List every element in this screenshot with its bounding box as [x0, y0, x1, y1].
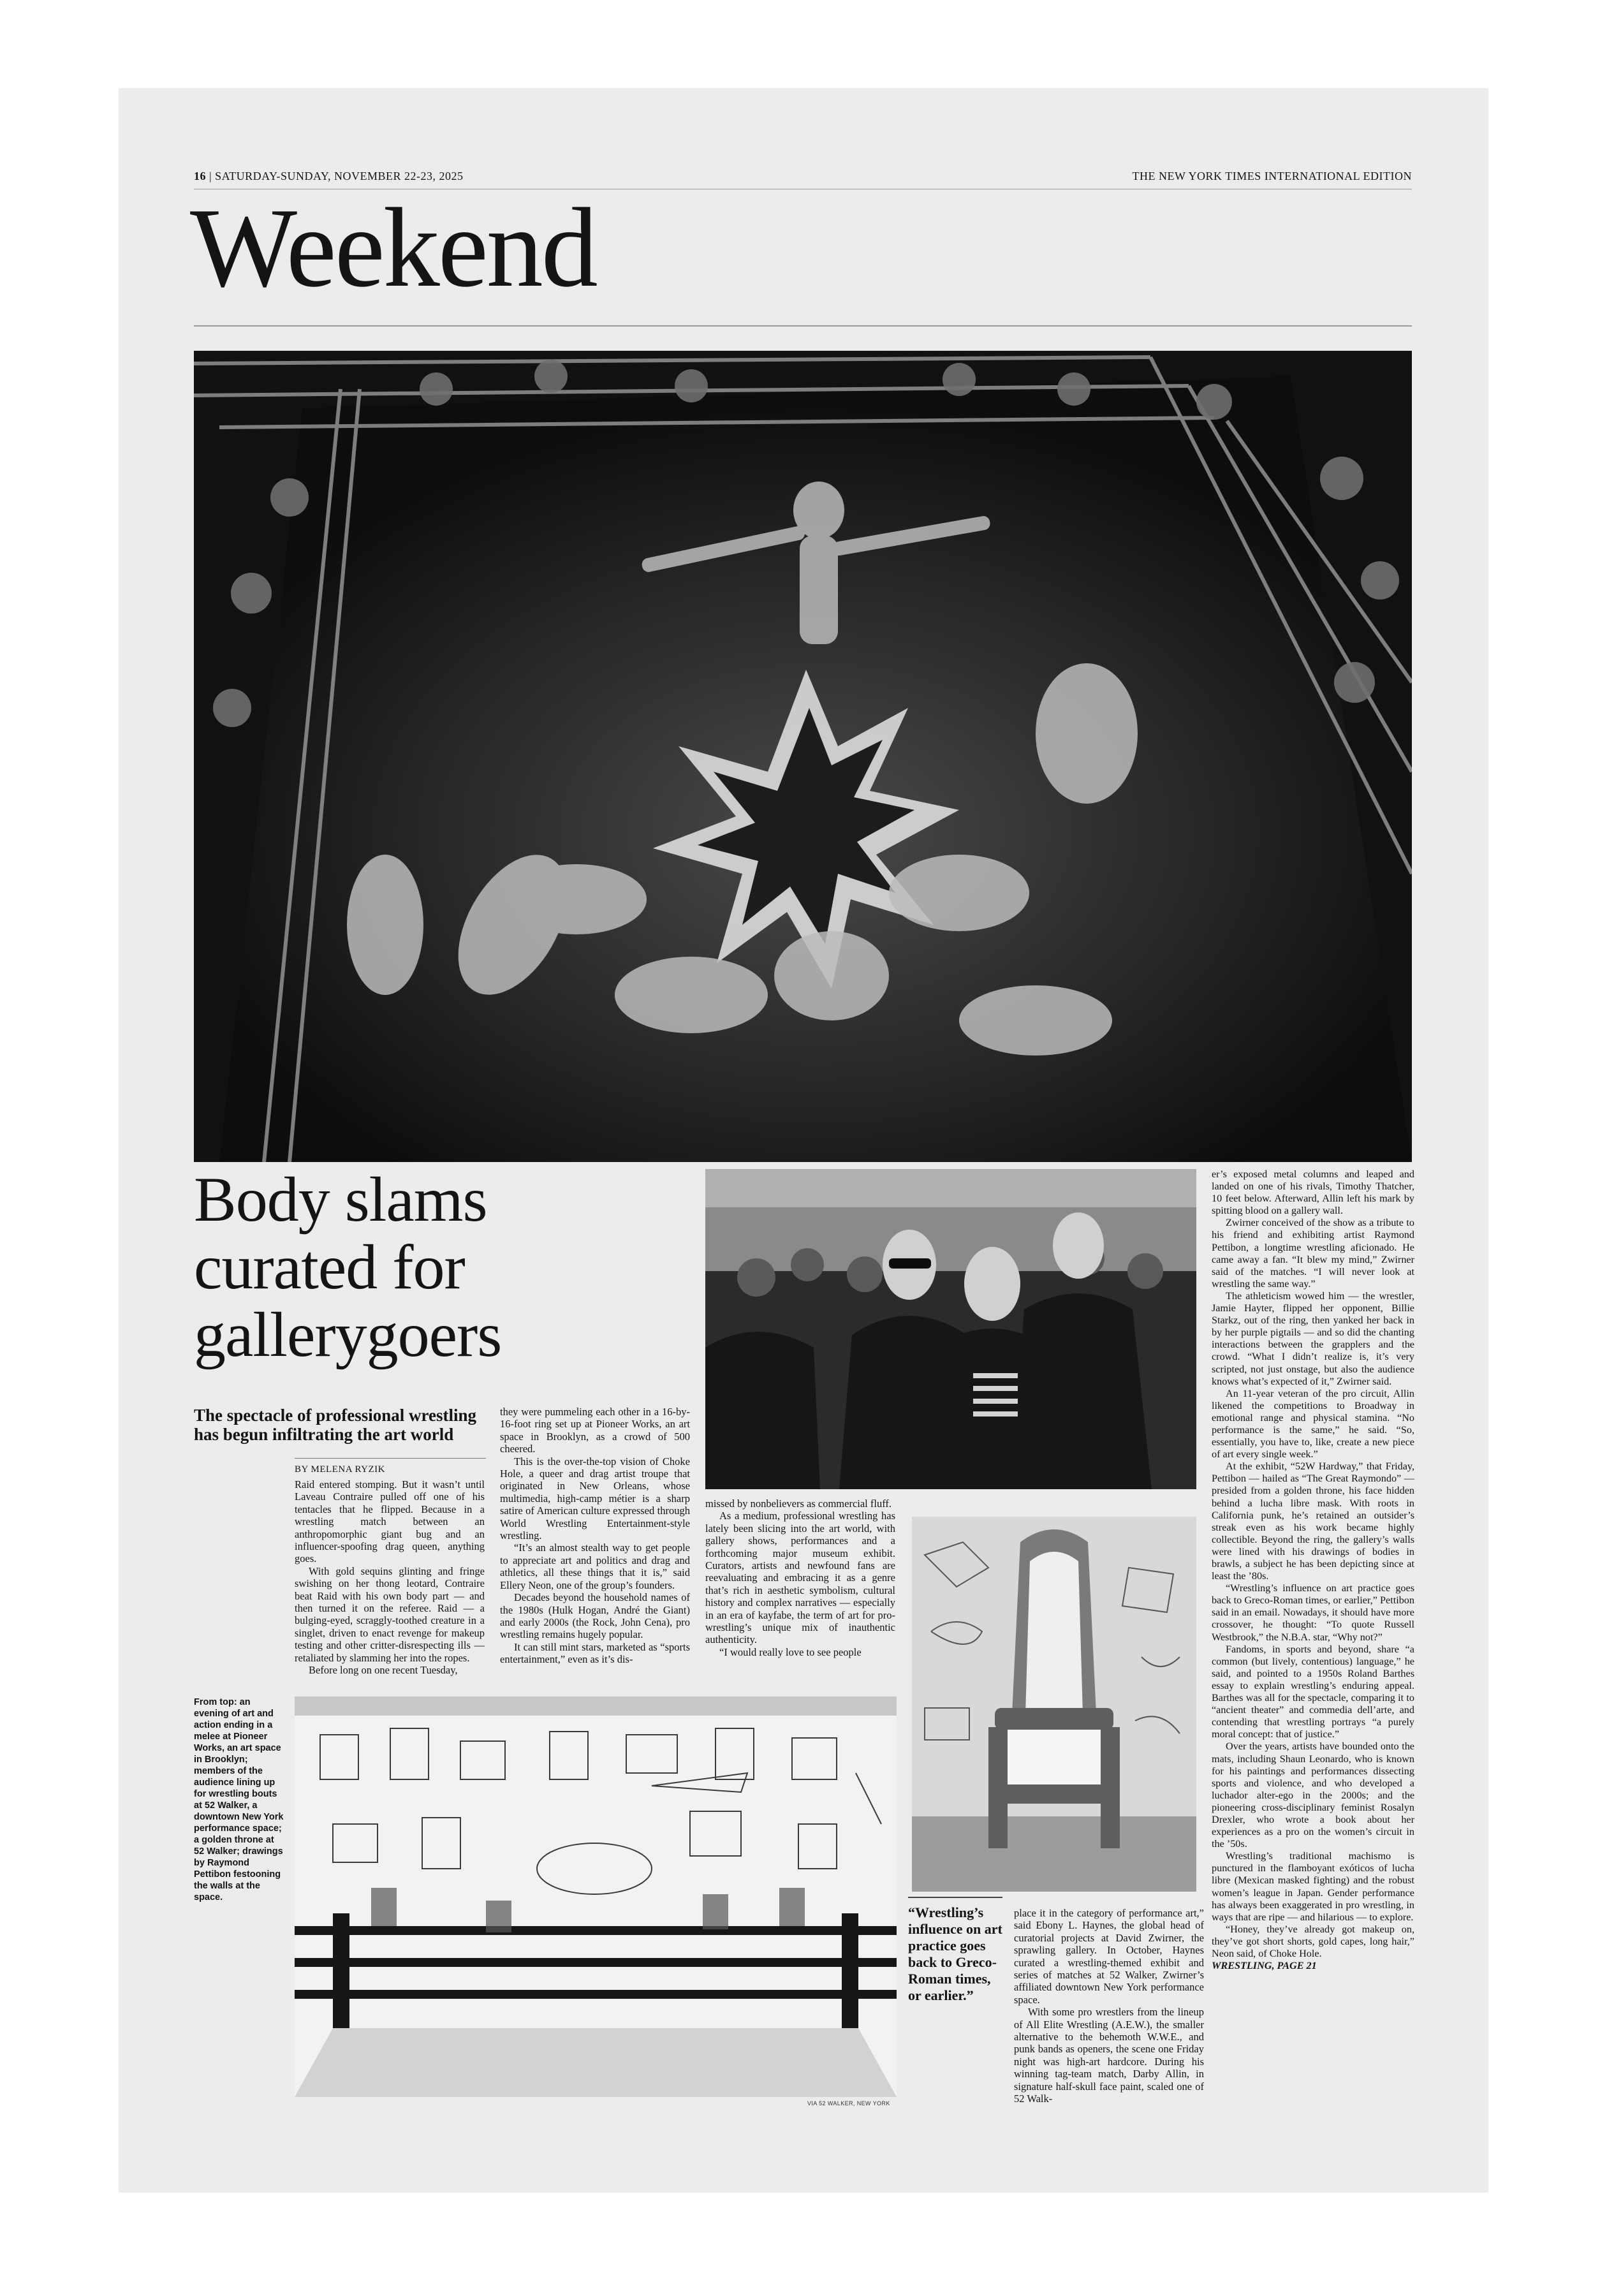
- paragraph: they were pummeling each other in a 16-by-16-foot ring set up at Pioneer Works, an art space in Brooklyn, as a crowd of 500 cheered.: [500, 1406, 690, 1455]
- main-photo-wrestling-melee: [194, 351, 1412, 1162]
- paragraph: It can still mint stars, marketed as “sports entertainment,” even as it’s dis-: [500, 1640, 690, 1666]
- paragraph: As a medium, professional wrestling has lately been slicing into the art world, with gallery shows, performances and a forthcoming major museum exhibit. Curators, artists and newfound fans are reevaluating and embracing it as a genre that’s rich in aesthetic symbolism, cultural history and complex narratives — especially in an era of kayfabe, the term of art for pro-wrestling’s unique mix of inauthentic authenticity.: [705, 1510, 895, 1646]
- paragraph: At the exhibit, “52W Hardway,” that Friday, Pettibon — hailed as “The Great Raymondo” — presided from a golden throne, his face hidden behind a lucha libre mask. With roots in California punk, he’s retained an outsider’s streak even as his work became highly collectible. Beyond the ring, the gallery’s walls were lined with his drawings of bodies in brawls, a subject he has been depicting since at least the ’80s.: [1212, 1461, 1414, 1582]
- paragraph: “Honey, they’ve already got makeup on, they’ve got short shorts, gold capes, long hair,” Neon said, of Choke Hole.: [1212, 1923, 1414, 1959]
- newspaper-page: [119, 88, 1488, 2193]
- photo-credit: VIA 52 WALKER, NEW YORK: [807, 2100, 890, 2107]
- article-deck: The spectacle of professional wrestling has begun infiltrating the art world: [194, 1406, 476, 1444]
- photo-caption: From top: an evening of art and action ending in a melee at Pioneer Works, an art space in Brooklyn; members of the audience lining up for wrestling bouts at 52 Walker, a downtown New York performance space; a golden throne at 52 Walker; drawings by Raymond Pettibon festooning the walls at the space.: [194, 1697, 284, 1902]
- body-column-1: [295, 1478, 485, 1677]
- body-column-5: [1212, 1168, 1414, 1972]
- paragraph: The athleticism wowed him — the wrestler, Jamie Hayter, flipped her opponent, Billie Starkz, out of the ring, then yanked her back in by her purple pigtails — and so did the chanting interactions between the grapplers and the crowd. “What I didn’t realize is, it’s very scripted, not just onstage, but also the audience knows what’s expected of it,” Zwirner said.: [1212, 1290, 1414, 1387]
- body-column-2: [500, 1406, 690, 1666]
- paragraph: An 11-year veteran of the pro circuit, Allin likened the competitions to Broadway in emotional range and physical stamina. “No performance is the same,” he said. “So, essentially, you have to, like, create a new piece of art every single week.”: [1212, 1387, 1414, 1461]
- paragraph: Before long on one recent Tuesday,: [309, 1664, 458, 1677]
- folio-separator: |: [209, 170, 212, 182]
- body-column-3: [705, 1498, 895, 1658]
- paragraph: Wrestling’s traditional machismo is punctured in the flamboyant exóticos of lucha libre (Mexican masked fighting) and the robust women’s league in Japan. Gender performance has always been exaggerated in pro wrestling, in ways that are ripe — and hilarious — to explore.: [1212, 1850, 1414, 1923]
- paragraph: Raid entered stomping. But it wasn’t until Laveau Contraire pulled off one of his tentacles that he flipped. Because in a wrestling match between an anthropomorphic giant bug and an influencer-spoofing drag queen, anything goes.: [295, 1478, 485, 1565]
- paragraph: [1212, 1960, 1414, 1972]
- page-number: 16: [194, 170, 206, 182]
- paragraph: “Wrestling’s influence on art practice goes back to Greco-Roman times, or earlier,” Pettibon said in an email. Nowadays, it should have more crossover, he thought: “To quote Russell Westbrook,” the N.B.A. star, “Why not?”: [1212, 1582, 1414, 1643]
- photo-audience-lining-up: [705, 1169, 1196, 1489]
- article-byline: BY MELENA RYZIK: [295, 1464, 385, 1475]
- paragraph: Zwirner conceived of the show as a tribute to his friend and exhibiting artist Raymond Pettibon, a longtime wrestling aficionado. He came away a fan. “It blew my mind,” Zwirner said of the matches. “I will never look at wrestling the same way.”: [1212, 1217, 1414, 1290]
- paragraph: This is the over-the-top vision of Choke Hole, a queer and drag artist troupe that originated in New Orleans, whose multimedia, high-camp métier is a sharp satire of American culture expressed through World Wrestling Entertainment-style wrestling.: [500, 1455, 690, 1542]
- article-headline: Body slams curated for gallerygoers: [194, 1164, 502, 1370]
- paragraph: With some pro wrestlers from the lineup of All Elite Wrestling (A.E.W.), the smaller alternative to the behemoth W.W.E., and punk bands as openers, the scene one Friday night was high-art hardcore. During his winning tag-team match, Darby Allin, in signature half-skull face paint, scaled one of 52 Walk-: [1014, 2006, 1204, 2105]
- paragraph: place it in the category of performance art,” said Ebony L. Haynes, the global head of curatorial projects at David Zwirner, the sprawling gallery. In October, Haynes curated a wrestling-themed exhibit and series of matches at 52 Walker, Zwirner’s affiliated downtown New York performance space.: [1014, 1907, 1204, 2006]
- paragraph: Fandoms, in sports and beyond, share “a common (but lively, contentious) language,” he said, and pointed to a 1950s Roland Barthes essay to explain wrestling’s enduring appeal. Barthes was all for the spectacle, comparing it to “ancient theater” and commedia dell’arte, and contending that wrestling portrays “a purely moral concept: that of justice.”: [1212, 1643, 1414, 1740]
- issue-date: SATURDAY-SUNDAY, NOVEMBER 22-23, 2025: [215, 170, 464, 182]
- edition-name: THE NEW YORK TIMES INTERNATIONAL EDITION: [1132, 170, 1412, 182]
- paragraph: er’s exposed metal columns and leaped and landed on one of his rivals, Timothy Thatcher, 10 feet below. Afterward, Allin left his mark by spitting blood on a gallery wall.: [1212, 1168, 1414, 1217]
- jump-line: WRESTLING, PAGE 21: [1212, 1960, 1317, 1972]
- audience-image: [705, 1169, 1196, 1489]
- photo-golden-throne: [912, 1517, 1196, 1892]
- paragraph: With gold sequins glinting and fringe swishing on her thong leotard, Contraire beat Raid with his own body part — and then turned it on the referee. Raid — a bulging-eyed, scraggly-toothed creature in a singlet, driven to enact revenge for makeup testing and other critter-disrespecting ills — retaliated by slamming her into the ropes.: [295, 1564, 485, 1664]
- paragraph: “It’s an almost stealth way to get people to appreciate art and politics and drag and athletics, all these things that it is,” said Ellery Neon, one of the group’s founders.: [500, 1542, 690, 1591]
- pull-quote: “Wrestling’s influence on art practice goes back to Greco-Roman times, or earlier.”: [908, 1904, 1002, 2003]
- throne-image: [912, 1517, 1196, 1892]
- folio-line: [194, 170, 1412, 185]
- paragraph: Decades beyond the household names of the 1980s (Hulk Hogan, André the Giant) and early 2000s (the Rock, John Cena), pro wrestling remains hugely popular.: [500, 1591, 690, 1641]
- paragraph: Over the years, artists have bounded onto the mats, including Shaun Leonardo, who is known for his paintings and performances dissecting sports and violence, and who developed a luchador alter-ego in the 2000s; and the pioneering cross-disciplinary feminist Rosalyn Drexler, who wrote a book about her experiences as a pro on the women’s circuit in the ’50s.: [1212, 1740, 1414, 1850]
- photo-pettibon-drawings-ring: [295, 1696, 897, 2097]
- masthead-rule: [194, 325, 1412, 327]
- paragraph: “I would really love to see people: [719, 1645, 862, 1658]
- paragraph: missed by nonbelievers as commercial fluff.: [705, 1498, 892, 1510]
- body-column-4: [1014, 1907, 1204, 2105]
- gallery-ring-image: [295, 1696, 897, 2097]
- section-title: Weekend: [190, 184, 596, 311]
- byline-rule: [295, 1458, 486, 1459]
- folio-left: [194, 170, 464, 183]
- pull-quote-rule: [908, 1897, 1002, 1898]
- wrestling-ring-image: [194, 351, 1412, 1162]
